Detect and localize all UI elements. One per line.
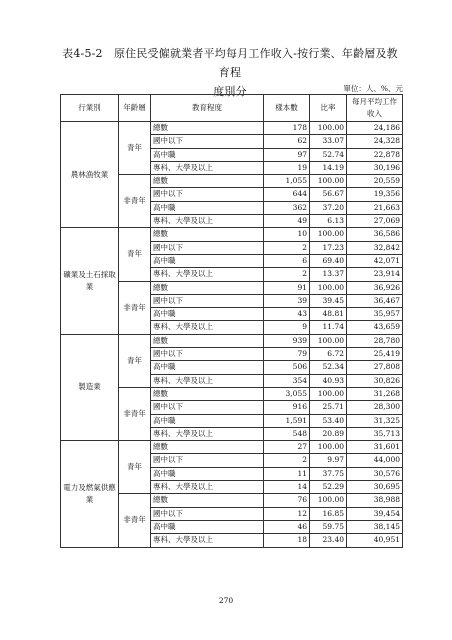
age-cell: 非青年 [119,175,151,228]
table-title-line-2: 度別分 [213,85,247,98]
sample-cell: 916 [264,401,310,414]
age-cell: 青年 [119,122,151,175]
income-cell: 28,780 [347,334,403,347]
income-cell: 44,000 [347,454,403,467]
table-title-line-1: 表4-5-2 原住民受僱就業者平均每月工作收入-按行業、年齡層及教育程 [62,47,398,79]
education-cell: 總數 [151,334,264,347]
ratio-cell: 25.71 [310,401,347,414]
sample-cell: 3,055 [264,387,310,400]
income-cell: 40,951 [347,534,403,547]
sample-cell: 2 [264,268,310,281]
education-cell: 國中以下 [151,294,264,307]
sample-cell: 39 [264,294,310,307]
income-cell: 24,186 [347,122,403,135]
education-cell: 總數 [151,228,264,241]
ratio-cell: 37.20 [310,201,347,214]
table-row [61,334,403,347]
income-cell: 20,559 [347,175,403,188]
sample-cell: 43 [264,308,310,321]
sample-cell: 11 [264,467,310,480]
education-cell: 專科、大學及以上 [151,215,264,228]
ratio-cell: 52.34 [310,361,347,374]
education-cell: 國中以下 [151,348,264,361]
header-sample: 樣本數 [264,95,310,122]
education-cell: 總數 [151,122,264,135]
ratio-cell: 59.75 [310,520,347,533]
sample-cell: 178 [264,122,310,135]
ratio-cell: 52.29 [310,481,347,494]
ratio-cell: 100.00 [310,281,347,294]
ratio-cell: 40.93 [310,374,347,387]
ratio-cell: 20.89 [310,427,347,440]
ratio-cell: 100.00 [310,334,347,347]
income-cell: 35,957 [347,308,403,321]
income-cell: 31,601 [347,441,403,454]
education-cell: 高中職 [151,361,264,374]
ratio-cell: 48.81 [310,308,347,321]
industry-cell: 製造業 [61,334,119,440]
income-cell: 25,419 [347,348,403,361]
education-cell: 高中職 [151,467,264,480]
sample-cell: 62 [264,135,310,148]
ratio-cell: 56.67 [310,188,347,201]
industry-cell: 電力及燃氣供應業 [61,441,119,547]
sample-cell: 362 [264,201,310,214]
age-cell: 非青年 [119,387,151,440]
header-industry: 行業別 [61,95,119,122]
income-cell: 31,325 [347,414,403,427]
ratio-cell: 37.75 [310,467,347,480]
industry-cell: 農林漁牧業 [61,122,119,228]
age-cell: 青年 [119,228,151,281]
ratio-cell: 100.00 [310,228,347,241]
table-row [61,122,403,135]
education-cell: 高中職 [151,148,264,161]
sample-cell: 19 [264,161,310,174]
unit-label: 單位：人、%、元 [343,84,403,93]
ratio-cell: 6.13 [310,215,347,228]
ratio-cell: 100.00 [310,494,347,507]
income-cell: 30,695 [347,481,403,494]
sample-cell: 9 [264,321,310,334]
sample-cell: 27 [264,441,310,454]
income-cell: 30,826 [347,374,403,387]
header-income: 每月平均工作收入 [347,95,403,122]
income-cell: 24,328 [347,135,403,148]
ratio-cell: 39.45 [310,294,347,307]
ratio-cell: 100.00 [310,175,347,188]
income-cell: 32,842 [347,241,403,254]
sample-cell: 548 [264,427,310,440]
ratio-cell: 33.07 [310,135,347,148]
sample-cell: 76 [264,494,310,507]
education-cell: 總數 [151,387,264,400]
income-cell: 21,663 [347,201,403,214]
income-cell: 43,659 [347,321,403,334]
ratio-cell: 6.72 [310,348,347,361]
income-cell: 28,300 [347,401,403,414]
page-number: 270 [218,596,234,605]
education-cell: 國中以下 [151,188,264,201]
education-cell: 總數 [151,494,264,507]
income-cell: 30,576 [347,467,403,480]
income-cell: 42,071 [347,254,403,267]
age-cell: 青年 [119,441,151,494]
sample-cell: 18 [264,534,310,547]
sample-cell: 1,591 [264,414,310,427]
sample-cell: 79 [264,348,310,361]
education-cell: 國中以下 [151,454,264,467]
ratio-cell: 16.85 [310,507,347,520]
sample-cell: 1,055 [264,175,310,188]
sample-cell: 49 [264,215,310,228]
ratio-cell: 69.40 [310,254,347,267]
header-ratio: 比率 [310,95,347,122]
table-body [61,122,403,548]
income-cell: 39,454 [347,507,403,520]
ratio-cell: 100.00 [310,387,347,400]
education-cell: 高中職 [151,201,264,214]
education-cell: 專科、大學及以上 [151,534,264,547]
age-cell: 非青年 [119,281,151,334]
income-cell: 31,268 [347,387,403,400]
education-cell: 專科、大學及以上 [151,481,264,494]
sample-cell: 506 [264,361,310,374]
income-cell: 27,069 [347,215,403,228]
income-cell: 38,988 [347,494,403,507]
income-cell: 38,145 [347,520,403,533]
age-cell: 非青年 [119,494,151,547]
sample-cell: 6 [264,254,310,267]
education-cell: 國中以下 [151,401,264,414]
income-cell: 19,356 [347,188,403,201]
table-row [61,228,403,241]
income-table [60,94,403,548]
ratio-cell: 100.00 [310,122,347,135]
header-age: 年齡層 [119,95,151,122]
sample-cell: 97 [264,148,310,161]
income-cell: 30,196 [347,161,403,174]
education-cell: 高中職 [151,520,264,533]
sample-cell: 2 [264,241,310,254]
education-cell: 專科、大學及以上 [151,161,264,174]
education-cell: 總數 [151,441,264,454]
ratio-cell: 100.00 [310,441,347,454]
header-education: 教育程度 [151,95,264,122]
education-cell: 高中職 [151,308,264,321]
education-cell: 國中以下 [151,507,264,520]
income-cell: 35,713 [347,427,403,440]
education-cell: 總數 [151,175,264,188]
education-cell: 高中職 [151,414,264,427]
ratio-cell: 11.74 [310,321,347,334]
income-cell: 36,467 [347,294,403,307]
sample-cell: 10 [264,228,310,241]
sample-cell: 2 [264,454,310,467]
income-cell: 36,586 [347,228,403,241]
ratio-cell: 53.40 [310,414,347,427]
ratio-cell: 17.23 [310,241,347,254]
education-cell: 高中職 [151,254,264,267]
ratio-cell: 23.40 [310,534,347,547]
industry-cell: 礦業及土石採取業 [61,228,119,334]
sample-cell: 354 [264,374,310,387]
table-row [61,441,403,454]
ratio-cell: 13.37 [310,268,347,281]
income-cell: 23,914 [347,268,403,281]
education-cell: 專科、大學及以上 [151,374,264,387]
education-cell: 國中以下 [151,135,264,148]
ratio-cell: 9.97 [310,454,347,467]
sample-cell: 644 [264,188,310,201]
education-cell: 專科、大學及以上 [151,268,264,281]
ratio-cell: 14.19 [310,161,347,174]
sample-cell: 939 [264,334,310,347]
education-cell: 專科、大學及以上 [151,321,264,334]
income-cell: 22,878 [347,148,403,161]
ratio-cell: 52.74 [310,148,347,161]
sample-cell: 91 [264,281,310,294]
table-header-row [61,95,403,122]
education-cell: 專科、大學及以上 [151,427,264,440]
education-cell: 國中以下 [151,241,264,254]
income-cell: 36,926 [347,281,403,294]
sample-cell: 12 [264,507,310,520]
education-cell: 總數 [151,281,264,294]
sample-cell: 14 [264,481,310,494]
income-cell: 27,808 [347,361,403,374]
sample-cell: 46 [264,520,310,533]
age-cell: 青年 [119,334,151,387]
